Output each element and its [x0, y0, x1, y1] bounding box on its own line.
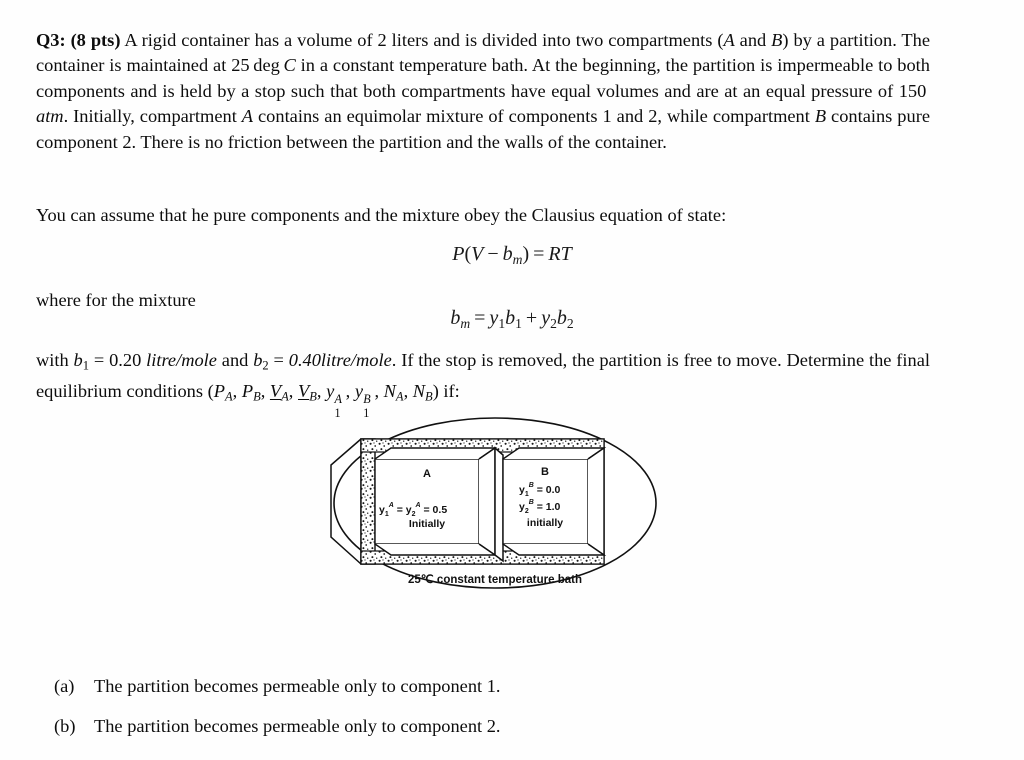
- p1-text-2: liters and is divided into two compartments (: [386, 30, 724, 50]
- svg-text:y2B = 1.0: $y_2^B = 1.0$: [519, 499, 561, 515]
- unknown-separator: ,: [232, 380, 242, 401]
- eq2-equals: =: [474, 307, 486, 329]
- unknown-symbol: [354, 380, 375, 420]
- unknown-separator: ,: [316, 380, 327, 401]
- unknown-symbol: [326, 380, 346, 420]
- b-y1-sup: B: [528, 482, 534, 489]
- unknown-subscript: B: [253, 389, 261, 404]
- temperature-value: 25: [231, 55, 250, 76]
- temperature-unit-c: C: [283, 55, 296, 76]
- a-y2-base: y: [405, 504, 412, 516]
- unknown-symbol: [241, 380, 261, 404]
- eq2-y1-subscript: 1: [498, 315, 506, 331]
- unknown-subscript: 1: [363, 405, 370, 420]
- unknown-separator: ,: [260, 380, 270, 401]
- unknown-base: y: [354, 380, 364, 401]
- question-points: (8 pts): [70, 30, 121, 50]
- compartment-a-label: A: [423, 468, 431, 480]
- question-number: Q3:: [36, 30, 66, 50]
- p3-text-2: and: [216, 350, 254, 370]
- unknown-symbol: [412, 380, 433, 404]
- unknown-base: y: [326, 380, 335, 401]
- unknown-base: P: [213, 380, 225, 401]
- eq1-b-symbol: b: [502, 243, 513, 265]
- compartment-b-label: B: [541, 466, 549, 478]
- container-diagram-figure: [315, 415, 675, 605]
- question-paragraph-2: You can assume that he pure components and the mixture obey the Clausius equation of state:: [36, 205, 727, 225]
- unknown-subscript: A: [281, 389, 289, 404]
- b-y2-base: y: [519, 501, 525, 513]
- b2-subscript: 2: [262, 358, 269, 373]
- subquestion-b: [54, 716, 814, 737]
- figure-caption: 25℃ constant temperature bath: [408, 574, 582, 586]
- eq1-equals: =: [533, 243, 545, 265]
- p1-text-4: ) by a partition. The container is maintained at: [36, 30, 930, 76]
- partition: [495, 448, 503, 561]
- b1-unit: litre/mole: [146, 350, 217, 370]
- compartment-a-note: Initially: [408, 518, 446, 530]
- unknowns-list: [213, 380, 433, 420]
- p1-text-8: contains pure component 2. There is no friction between the partition and the walls of the container.: [36, 106, 930, 152]
- a-y1-sup: A: [388, 502, 394, 509]
- compartment-b-symbol-2: B: [814, 106, 827, 127]
- eq1-temperature-symbol: T: [560, 243, 572, 265]
- unknown-base: V: [298, 380, 310, 401]
- eq1-close-paren: ): [522, 243, 530, 265]
- b-y2-sub: 2: [524, 508, 529, 515]
- eq2-bm-subscript: m: [460, 315, 471, 331]
- compartment-b-symbol: B: [771, 30, 783, 50]
- eq2-y2-subscript: 2: [550, 315, 557, 331]
- pressure-unit: atm: [36, 106, 64, 127]
- unknown-symbol: [213, 380, 233, 404]
- b-y1-base: y: [519, 484, 525, 496]
- p3-text-1: with: [36, 350, 74, 370]
- unknown-base: P: [241, 380, 254, 401]
- a-y1-base: y: [379, 504, 385, 516]
- pressure-value: 150: [898, 80, 927, 101]
- p1-text-3: and: [734, 30, 772, 50]
- b1-value: 0.20: [109, 350, 142, 370]
- unknown-subscript: B: [309, 389, 317, 404]
- where-for-mixture-line: where for the mixture: [36, 290, 196, 310]
- unknown-separator: ,: [288, 380, 298, 401]
- unknown-separator: ,: [374, 380, 384, 401]
- eq2-b2-subscript: 2: [566, 315, 574, 331]
- eq1-pressure-symbol: P: [452, 243, 465, 265]
- b2-symbol: b: [253, 350, 263, 370]
- equation-mixture-b: [0, 307, 1024, 332]
- eq2-y2-symbol: y: [541, 307, 551, 329]
- equation-clausius-eos: [0, 243, 1024, 268]
- p3-text-4: ) if:: [432, 380, 460, 401]
- eq2-bm-symbol: b: [450, 307, 461, 329]
- eq1-open-paren: (: [464, 243, 472, 265]
- unknown-base: N: [412, 380, 426, 401]
- subquestion-a: [54, 676, 814, 697]
- p1-text-1: A rigid container has a volume of: [120, 30, 378, 50]
- compartment-a-symbol: A: [723, 30, 735, 50]
- unknown-symbol: [383, 380, 404, 404]
- question-paragraph-3: [36, 348, 930, 420]
- eq1-gas-constant: R: [548, 243, 561, 265]
- eq2-b1-subscript: 1: [515, 315, 522, 331]
- unknown-separator: ,: [345, 380, 355, 401]
- eq2-plus: +: [525, 307, 538, 329]
- temperature-unit-deg: deg: [253, 55, 280, 76]
- compartment-a-symbol-2: A: [241, 106, 254, 127]
- unknown-superscript: A: [334, 392, 342, 407]
- eq2-b2-symbol: b: [556, 307, 567, 329]
- unknown-separator: ,: [403, 380, 413, 401]
- unknown-subscript: A: [225, 389, 233, 404]
- subquestion-a-marker: (a): [54, 676, 75, 696]
- b1-equals: =: [89, 350, 110, 370]
- p1-text-6: . Initially, compartment: [63, 106, 242, 127]
- unknown-symbol: [269, 380, 289, 404]
- subquestion-b-text: The partition becomes permeable only to component 2.: [94, 716, 501, 736]
- eq1-minus: −: [487, 243, 499, 265]
- p1-text-5: in a constant temperature bath. At the beginning, the partition is impermeable to both components and is held by a stop such that both compartments have equal volumes and are at an equal pressure of: [36, 55, 930, 101]
- b2-equals: =: [268, 350, 289, 370]
- b2-value-unit: 0.40litre/mole: [288, 350, 392, 370]
- unknown-superscript: B: [363, 392, 371, 407]
- compartment-b-note: initially: [526, 517, 564, 529]
- b-y2-sup: B: [528, 499, 534, 506]
- a-y2-sup: A: [415, 502, 421, 509]
- unknown-subscript: B: [425, 389, 433, 404]
- subquestion-a-text: The partition becomes permeable only to component 1.: [94, 676, 501, 696]
- eq2-b1-symbol: b: [505, 307, 516, 329]
- container-diagram-svg: [315, 415, 675, 605]
- unknown-symbol: [298, 380, 317, 404]
- eq2-y1-symbol: y: [489, 307, 499, 329]
- a-y2-sub: 2: [411, 511, 416, 518]
- eq1-b-subscript: m: [512, 251, 523, 267]
- svg-text:y1B = 0.0: $y_1^B = 0.0$: [519, 482, 561, 498]
- subquestion-b-marker: (b): [54, 716, 76, 736]
- unknown-subscript: 1: [334, 405, 341, 420]
- svg-text:y1A = y2A = 0.5: $y_1^A = y_2^A = 0.5$: [379, 502, 448, 518]
- b1-subscript: 1: [82, 358, 89, 373]
- unknown-subscript: A: [395, 389, 404, 404]
- unknown-base: N: [383, 380, 396, 401]
- unknown-base: V: [269, 380, 282, 401]
- question-paragraph-1: [36, 28, 930, 155]
- volume-value: 2: [377, 30, 387, 50]
- a-y1-sub: 1: [384, 511, 389, 518]
- eq1-volume-symbol: V: [471, 243, 484, 265]
- b-y1-sub: 1: [524, 491, 529, 498]
- b1-symbol: b: [73, 350, 83, 370]
- p1-text-7: contains an equimolar mixture of components 1 and 2, while compartment: [253, 106, 815, 127]
- p3-text-3: . If the stop is removed, the partition is free to move. Determine the final equilibrium conditions (: [36, 350, 930, 401]
